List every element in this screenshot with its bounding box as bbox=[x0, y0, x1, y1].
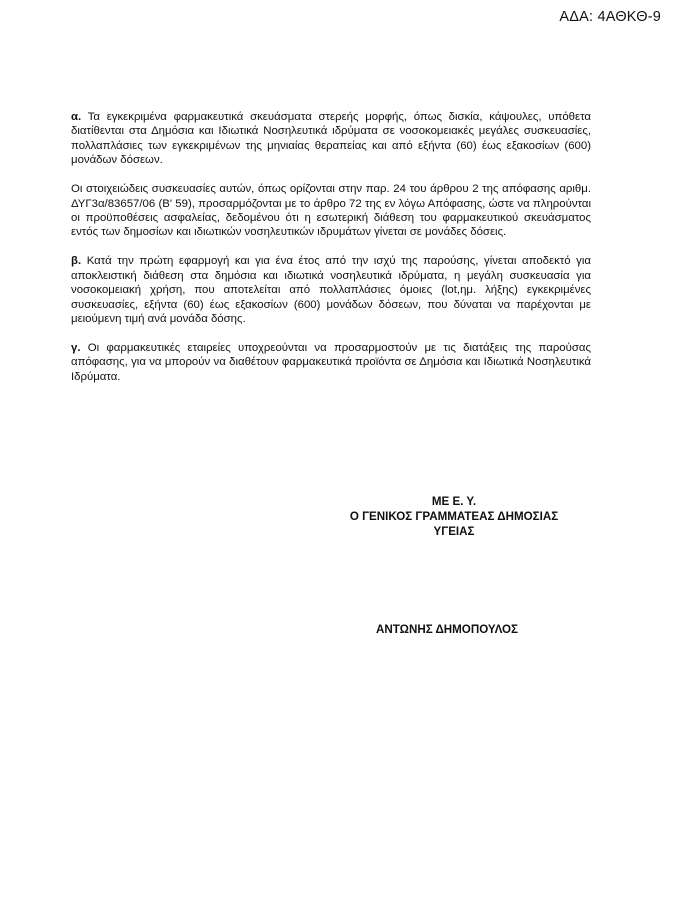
paragraph-text: Οι στοιχειώδεις συσκευασίες αυτών, όπως ορίζονται στην παρ. 24 του άρθρου 2 της απόφασης αριθμ. ΔΥΓ3α/83657/06 (Β' 59), προσαρμόζονται με το άρθρο 72 της εν λόγω Απόφασης, ώστε να πληρούνται οι προϋποθέσεις ασφαλείας, δεδομένου ότι η εσωτερική διάθεση του φαρμακευτικού σκευάσματος εντός των δημοσίων και ιδιωτικών νοσηλευτικών ιδρυμάτων γίνεται σε μονάδες δόσεις. bbox=[71, 183, 591, 239]
paragraph-a-continued bbox=[71, 182, 591, 240]
signature-block bbox=[318, 494, 590, 539]
signatory-name: ΑΝΤΩΝΗΣ ΔΗΜΟΠΟΥΛΟΣ bbox=[376, 623, 518, 636]
ada-code: ΑΔΑ: 4ΑΘΚΘ-9 bbox=[559, 9, 661, 25]
paragraph-text: Κατά την πρώτη εφαρμογή και για ένα έτος από την ισχύ της παρούσης, γίνεται αποδεκτό για αποκλειστική διάθεση στα δημόσια και ιδιωτικά νοσηλευτικά ιδρύματα, η μεγάλη συσκευασία για νοσοκομειακή χρήση, που αποτελείται από πολλαπλάσιες όμοιες (lot,ημ. λήξης) εγκεκριμένες συσκευασίες, εξήντα (60) έως εξακοσίων (600) μονάδων δόσεων, που δύναται να παρέχονται με μειούμενη τιμή ανά μονάδα δόσης. bbox=[71, 255, 591, 326]
paragraph-marker: γ. bbox=[71, 342, 81, 355]
signature-line-3: ΥΓΕΙΑΣ bbox=[433, 525, 475, 538]
document-body bbox=[71, 110, 591, 399]
signature-line-2: Ο ΓΕΝΙΚΟΣ ΓΡΑΜΜΑΤΕΑΣ ΔΗΜΟΣΙΑΣ bbox=[349, 510, 559, 523]
paragraph-marker: β. bbox=[71, 255, 82, 268]
signature-line-1: ΜΕ Ε. Υ. bbox=[431, 495, 477, 508]
paragraph-text: Τα εγκεκριμένα φαρμακευτικά σκευάσματα στερεής μορφής, όπως δισκία, κάψουλες, υπόθετα διατίθενται στα Δημόσια και Ιδιωτικά Νοσηλευτικά ιδρύματα σε νοσοκομειακές μεγάλες συσκευασίες, πολλαπλάσιες των εγκεκριμένων της μηνιαίας θεραπείας και από εξήντα (60) έως εξακοσίων (600) μονάδων δόσεων. bbox=[71, 111, 591, 167]
paragraph-a bbox=[71, 110, 591, 168]
paragraph-marker: α. bbox=[71, 111, 82, 123]
paragraph-c bbox=[71, 341, 591, 384]
paragraph-text: Οι φαρμακευτικές εταιρείες υποχρεούνται να προσαρμοστούν με τις διατάξεις της παρούσας απόφασης, για να μπορούν να διαθέτουν φαρμακευτικά προϊόντα σε Δημόσια και Ιδιωτικά Νοσηλευτικά Ιδρύματα. bbox=[71, 342, 591, 383]
paragraph-b bbox=[71, 254, 591, 326]
